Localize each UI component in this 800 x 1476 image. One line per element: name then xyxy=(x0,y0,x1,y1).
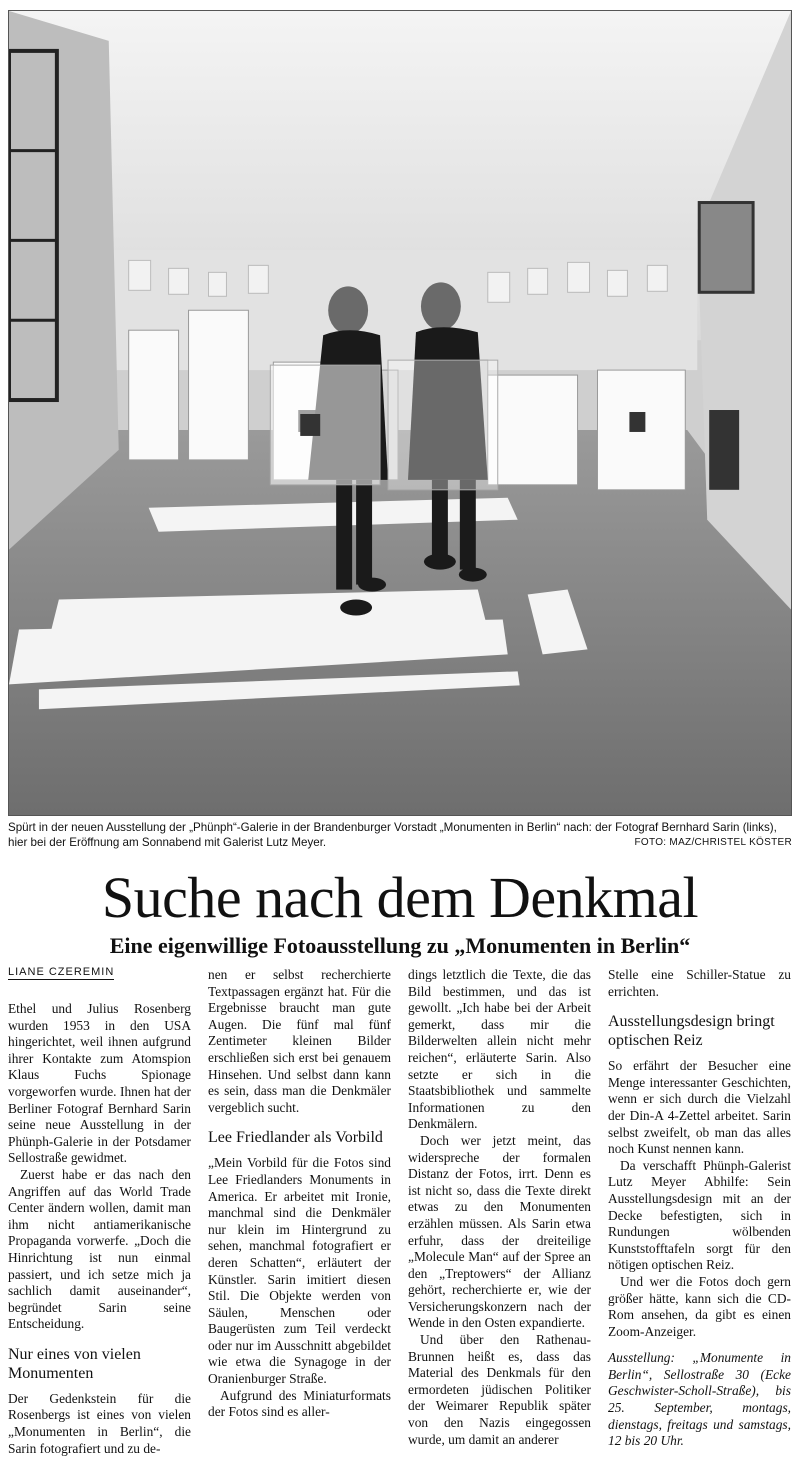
paragraph: Aufgrund des Miniaturformats der Fotos sind es aller- xyxy=(208,1387,391,1420)
paragraph: Zuerst habe er das nach den Angriffen auf das World Trade Center ändern wollen, damit man ihm nicht antiamerikanische Propaganda vorwerfe. „Doch die Hinrichtung ist nun einmal passiert, und ich setze mich ja sachlich damit auseinander“, begründet Sarin seine Entscheidung. xyxy=(8,1166,191,1332)
paragraph: Da verschafft Phünph-Galerist Lutz Meyer Abhilfe: Sein Ausstellungsdesign mit an der Decke befestigten, sich in Rundungen wölbenden Kunststofftafeln sorgt für den nötigen optischen Reiz. xyxy=(608,1157,791,1273)
article-column-1 xyxy=(8,1001,191,1457)
subheadline: Eine eigenwillige Fotoausstellung zu „Monumenten in Berlin“ xyxy=(109,933,691,958)
paragraph: Stelle eine Schiller-Statue zu errichten. xyxy=(608,967,791,999)
headline: Suche nach dem Denkmal xyxy=(101,865,699,930)
paragraph: „Mein Vorbild für die Fotos sind Lee Friedlanders Monuments in America. Er arbeitet mit Ironie, manchmal sind die Denkmäler nur klein im Hintergrund zu sehen, manchmal fotografiert er deren Schatten“, erläutert der Künstler. Sarin imitiert diesen Stil. Die Objekte werden von Säulen, Menschen oder Baugerüsten zum Teil verdeckt oder nur im Ausschnitt abgebildet wie etwa die Synagoge in der Oranienburger Straße. xyxy=(208,1155,391,1387)
paragraph: nen er selbst recherchierte Textpassagen ergänzt hat. Für die Ergebnisse braucht man gute Augen. Die fünf mal fünf Zentimeter kleinen Bilder erschließen sich erst bei genauem Hinsehen. Und selbst dann kann es sein, dass man die Denkmäler vergeblich sucht. xyxy=(208,967,391,1115)
paragraph: So erfährt der Besucher eine Menge interessanter Geschichten, wenn er sich durch die Vielzahl der Din-A 4-Zettel arbeitet. Sarin selbst zweifelt, ob man das alles noch Kunst nennen kann. xyxy=(608,1058,791,1157)
section-heading: Ausstellungsdesign bringt optischen Reiz xyxy=(608,1013,775,1050)
article-photo xyxy=(8,10,792,816)
article-column-4 xyxy=(608,967,791,1450)
paragraph: Und über den Rathenau-Brunnen heißt es, dass das Material des Denkmals für den ermordeten jüdischen Politiker der Weimarer Republik später von den Nazis eingegossen wurde, um damit an anderer xyxy=(408,1332,591,1447)
section-heading: Lee Friedlander als Vorbild xyxy=(208,1129,383,1147)
byline: LIANE CZEREMIN xyxy=(8,966,115,978)
paragraph: Und wer die Fotos doch gern größer hätte, kann sich die CD-Rom ansehen, da gibt es einen Zoom-Anzeiger. xyxy=(608,1273,791,1339)
photo-credit: FOTO: MAZ/CHRISTEL KÖSTER xyxy=(634,837,792,848)
paragraph: dings letztlich die Texte, die das Bild bestimmen, und das ist gewollt. „Ich habe bei der Arbeit gemerkt, dass mir die Bilderwelten allein nicht mehr reichen“, erläuterte Sarin. Also setzte er sich in die Staatsbibliothek und sammelte Informationen zu den Denkmälern. xyxy=(408,967,591,1132)
article-column-3 xyxy=(408,967,591,1448)
article-column-2 xyxy=(208,967,391,1421)
caption-text: Spürt in der neuen Ausstellung der „Phünph“-Galerie in der Brandenburger Vorstadt „Monumenten in Berlin“ nach: der Fotograf Bernhard Sarin (links), hier bei der Eröffnung am Sonnabend mit Galerist Lutz Meyer. xyxy=(8,821,777,849)
paragraph: Ethel und Julius Rosenberg wurden 1953 in den USA hingerichtet, weil ihnen aufgrund ihrer Kontakte zum Atomspion Klaus Fuchs Spionage vorgeworfen wurde. Ihnen hat der Berliner Fotograf Bernhard Sarin seine neue Ausstellung in der Phünph-Galerie in der Potsdamer Sellostraße gewidmet. xyxy=(8,1001,191,1166)
paragraph: Doch wer jetzt meint, das widerspreche der formalen Distanz der Fotos, irrt. Denn es ist nicht so, dass die Texte direkt etwas zu den Monumenten erzählen müssen. Als Sarin etwa erfuhr, dass der dreiteilige „Molecule Man“ auf der Spree an den „Treptowers“ der Allianz gehört, recherchierte er, wie der Versicherungskonzern nach der Wende in den Osten expandierte. xyxy=(408,1132,591,1331)
gallery-photo-illustration xyxy=(9,11,791,815)
paragraph: Der Gedenkstein für die Rosenbergs ist eines von vielen „Monumenten in Berlin“, die Sarin fotografiert und zu de- xyxy=(8,1390,191,1456)
photo-caption xyxy=(8,820,792,850)
section-heading: Nur eines von vielen Monumenten xyxy=(8,1345,141,1382)
exhibition-info: Ausstellung: „Monumente in Berlin“, Sellostraße 30 (Ecke Geschwister-Scholl-Straße), bis 25. September, montags, dienstags, freitags und samstags, 12 bis 20 Uhr. xyxy=(608,1350,791,1449)
